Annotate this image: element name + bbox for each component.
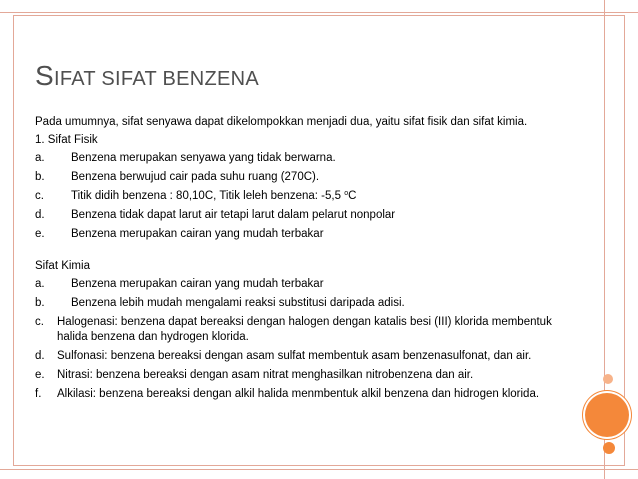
kimia-item — [35, 277, 580, 292]
list-marker: e. — [35, 228, 45, 240]
decor-large-circle — [585, 393, 629, 437]
kimia-item — [35, 315, 580, 345]
list-marker: c. — [35, 316, 44, 328]
list-text: Benzena merupakan senyawa yang tidak berwarna. — [71, 152, 336, 164]
list-marker: b. — [35, 297, 45, 309]
list-text-wrapper — [71, 189, 580, 204]
list-marker: a. — [35, 278, 45, 290]
slide-body — [35, 115, 580, 406]
list-text: Benzena lebih mudah mengalami reaksi substitusi daripada adisi. — [71, 297, 405, 309]
list-text: Alkilasi: benzena bereaksi dengan alkil halida menmbentuk alkil benzena dan hidrogen klorida. — [57, 388, 540, 400]
list-text: Titik didih benzena : 80,10C, Titik leleh benzena: -5,5 — [71, 190, 345, 202]
fisik-heading: 1. Sifat Fisik — [35, 134, 98, 146]
kimia-item — [35, 296, 580, 311]
title-rest: IFAT SIFAT BENZENA — [53, 68, 260, 90]
list-text: Nitrasi: benzena bereaksi dengan asam nitrat menghasilkan nitrobenzena dan air. — [57, 369, 474, 381]
list-marker: b. — [35, 171, 45, 183]
intro-paragraph: Pada umumnya, sifat senyawa dapat dikelompokkan menjadi dua, yaitu sifat fisik dan sifat kimia. — [35, 116, 528, 128]
kimia-item — [35, 387, 580, 402]
list-text: Benzena berwujud cair pada suhu ruang (270C). — [71, 171, 320, 183]
list-marker: a. — [35, 152, 45, 164]
fisik-item — [35, 170, 580, 185]
fisik-item — [35, 151, 580, 166]
list-text: Benzena merupakan cairan yang mudah terbakar — [71, 278, 324, 290]
list-marker: f. — [35, 388, 42, 400]
list-marker: d. — [35, 209, 45, 221]
kimia-item — [35, 368, 580, 383]
kimia-heading: Sifat Kimia — [35, 260, 90, 272]
fisik-item — [35, 227, 580, 242]
fisik-item — [35, 189, 580, 204]
bottom-border-line — [0, 469, 638, 470]
list-marker: c. — [35, 190, 44, 202]
list-text: Benzena tidak dapat larut air tetapi larut dalam pelarut nonpolar — [71, 209, 396, 221]
list-text: Benzena merupakan cairan yang mudah terbakar — [71, 228, 324, 240]
list-marker: e. — [35, 369, 45, 381]
list-text-suffix: C — [348, 190, 357, 202]
list-marker: d. — [35, 350, 45, 362]
list-text: Sulfonasi: benzena bereaksi dengan asam sulfat membentuk asam benzenasulfonat, dan air. — [57, 350, 532, 362]
decor-small-circle-bottom — [603, 442, 615, 454]
kimia-item — [35, 349, 580, 364]
fisik-item — [35, 208, 580, 223]
section-gap — [35, 246, 580, 259]
decor-small-circle-top — [603, 374, 613, 384]
list-text: Halogenasi: benzena dapat bereaksi dengan halogen dengan katalis besi (III) klorida membentuk halida benzena dan hydrogen klorida. — [57, 316, 552, 343]
top-border-line — [0, 12, 638, 13]
title-initial: S — [35, 60, 54, 91]
degree-superscript: o — [344, 190, 349, 197]
slide-title — [35, 60, 259, 92]
